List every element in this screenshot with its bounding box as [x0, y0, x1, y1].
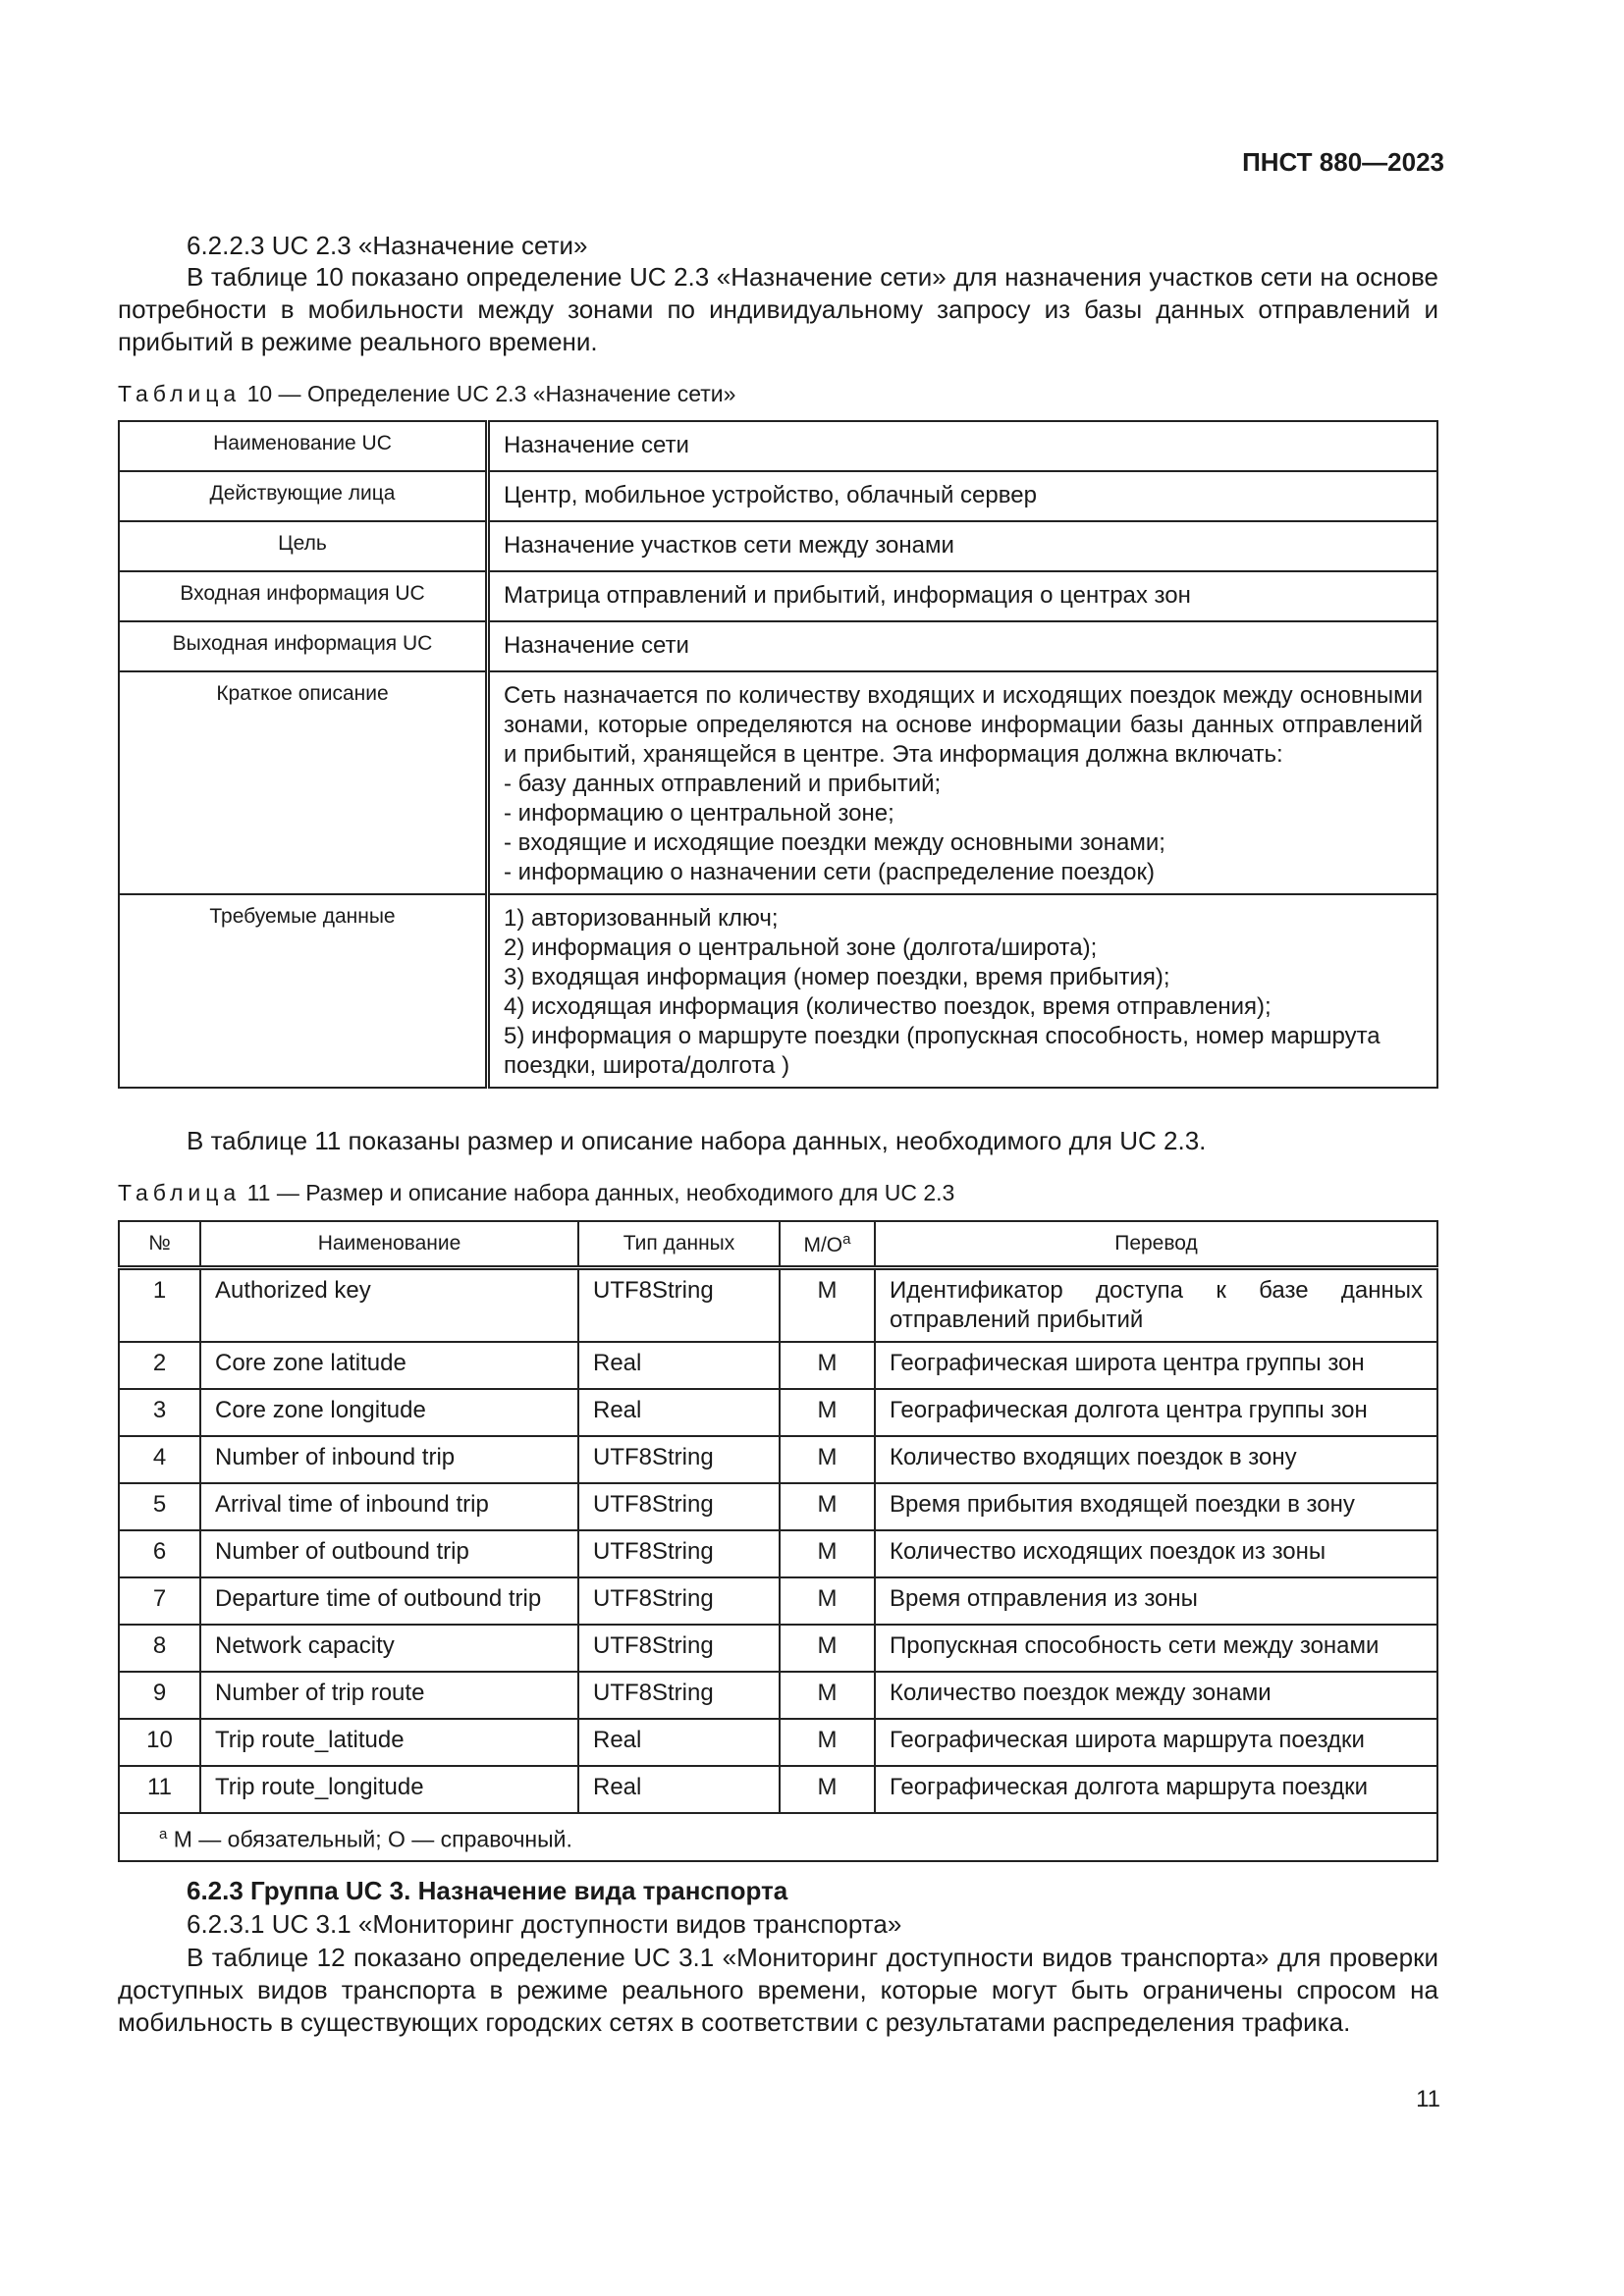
list-item: - информацию о назначении сети (распределение поездок)	[504, 859, 1155, 885]
table10-row-summary	[119, 671, 1437, 894]
column-header-name: Наименование	[200, 1221, 578, 1268]
table-row	[119, 1342, 1437, 1389]
row-mo: M	[780, 1389, 875, 1436]
table10-summary-list	[504, 770, 1423, 887]
row-num: 10	[119, 1719, 200, 1766]
row-translation: Географическая долгота маршрута поездки	[875, 1766, 1437, 1813]
table-row	[119, 1577, 1437, 1625]
row-type: UTF8String	[578, 1672, 780, 1719]
row-num: 7	[119, 1577, 200, 1625]
column-header-num: №	[119, 1221, 200, 1268]
row-translation: Количество поездок между зонами	[875, 1672, 1437, 1719]
row-mo: M	[780, 1719, 875, 1766]
table11-caption-prefix: Таблица	[118, 1180, 242, 1205]
row-mo: M	[780, 1530, 875, 1577]
list-item: - базу данных отправлений и прибытий;	[504, 771, 942, 797]
row-type: UTF8String	[578, 1436, 780, 1483]
list-item: - входящие и исходящие поездки между основными зонами;	[504, 829, 1165, 856]
table10-value: Назначение сети	[488, 421, 1438, 471]
section-heading-6-2-3: 6.2.3 Группа UC 3. Назначение вида транспорта	[187, 1876, 788, 1905]
table-row	[119, 1625, 1437, 1672]
table10-row	[119, 571, 1437, 621]
row-translation: Идентификатор доступа к базе данных отправлений прибытий	[875, 1268, 1437, 1343]
section-heading-6-2-2-3: 6.2.2.3 UC 2.3 «Назначение сети»	[187, 231, 588, 260]
row-name: Number of outbound trip	[200, 1530, 578, 1577]
table10-caption	[118, 381, 735, 407]
row-type: Real	[578, 1342, 780, 1389]
table10-row	[119, 521, 1437, 571]
table11	[118, 1220, 1438, 1862]
column-header-translation: Перевод	[875, 1221, 1437, 1268]
section-paragraph-table10-intro: В таблице 10 показано определение UC 2.3 «Назначение сети» для назначения участков сети на основе потребности в мобильности между зонами по индивидуальному запросу из базы данных отправлений и прибытий в режиме реального времени.	[118, 262, 1438, 356]
section-paragraph-table12-intro: В таблице 12 показано определение UC 3.1 «Мониторинг доступности видов транспорта» для проверки доступных видов транспорта в режиме реального времени, которые могут быть ограничены спросом на мобильность в существующих городских сетях в соответствии с результатами распределения трафика.	[118, 1943, 1438, 2037]
table-row	[119, 1719, 1437, 1766]
row-name: Core zone latitude	[200, 1342, 578, 1389]
row-translation: Количество входящих поездок в зону	[875, 1436, 1437, 1483]
table10-value: Матрица отправлений и прибытий, информация о центрах зон	[488, 571, 1438, 621]
table10-value: Назначение сети	[488, 621, 1438, 671]
row-translation: Географическая широта центра группы зон	[875, 1342, 1437, 1389]
list-item: 3) входящая информация (номер поездки, время прибытия);	[504, 964, 1170, 990]
column-header-type: Тип данных	[578, 1221, 780, 1268]
row-name: Core zone longitude	[200, 1389, 578, 1436]
row-num: 5	[119, 1483, 200, 1530]
row-name: Arrival time of inbound trip	[200, 1483, 578, 1530]
table10	[118, 420, 1438, 1089]
row-translation: Время прибытия входящей поездки в зону	[875, 1483, 1437, 1530]
table10-summary-text: Сеть назначается по количеству входящих и исходящих поездок между основными зонами, которые определяются на основе информации базы данных отправлений и прибытий, хранящейся в центре. Эта информация должна включать:	[504, 682, 1423, 768]
table10-label: Наименование UC	[119, 421, 488, 471]
row-mo: M	[780, 1436, 875, 1483]
row-translation: Географическая широта маршрута поездки	[875, 1719, 1437, 1766]
table-row	[119, 1268, 1437, 1343]
list-item: 5) информация о маршруте поездки (пропускная способность, номер маршрута поездки, широта/долгота )	[504, 1023, 1380, 1079]
row-mo: M	[780, 1766, 875, 1813]
table10-row	[119, 471, 1437, 521]
list-item: 1) авторизованный ключ;	[504, 905, 779, 932]
table11-caption	[118, 1180, 954, 1206]
row-type: UTF8String	[578, 1483, 780, 1530]
row-mo: M	[780, 1672, 875, 1719]
row-name: Number of inbound trip	[200, 1436, 578, 1483]
row-num: 9	[119, 1672, 200, 1719]
row-name: Trip route_longitude	[200, 1766, 578, 1813]
table-row	[119, 1530, 1437, 1577]
row-mo: M	[780, 1625, 875, 1672]
table-row	[119, 1436, 1437, 1483]
table10-required-list	[504, 904, 1423, 1081]
row-mo: M	[780, 1342, 875, 1389]
row-mo: M	[780, 1268, 875, 1343]
table-row	[119, 1389, 1437, 1436]
table10-required-cell	[488, 894, 1438, 1088]
row-type: UTF8String	[578, 1577, 780, 1625]
row-type: UTF8String	[578, 1625, 780, 1672]
table10-value: Назначение участков сети между зонами	[488, 521, 1438, 571]
row-type: Real	[578, 1389, 780, 1436]
row-name: Network capacity	[200, 1625, 578, 1672]
row-num: 3	[119, 1389, 200, 1436]
row-num: 11	[119, 1766, 200, 1813]
table10-caption-prefix: Таблица	[118, 381, 242, 406]
table10-caption-text: 10 — Определение UC 2.3 «Назначение сети»	[246, 381, 736, 406]
row-type: Real	[578, 1719, 780, 1766]
table-row	[119, 1672, 1437, 1719]
row-num: 6	[119, 1530, 200, 1577]
table-row	[119, 1483, 1437, 1530]
table10-row	[119, 421, 1437, 471]
row-translation: Пропускная способность сети между зонами	[875, 1625, 1437, 1672]
table10-label: Действующие лица	[119, 471, 488, 521]
list-item: - информацию о центральной зоне;	[504, 800, 894, 827]
table10-row	[119, 621, 1437, 671]
footnote-text: M — обязательный; O — справочный.	[173, 1826, 572, 1852]
table10-label: Требуемые данные	[119, 894, 488, 1088]
row-num: 8	[119, 1625, 200, 1672]
footnote-mark: a	[159, 1826, 168, 1842]
document-code: ПНСТ 880—2023	[1242, 147, 1444, 177]
table10-summary-cell	[488, 671, 1438, 894]
row-num: 4	[119, 1436, 200, 1483]
table10-label: Краткое описание	[119, 671, 488, 894]
table11-footnote	[119, 1813, 1437, 1861]
row-num: 2	[119, 1342, 200, 1389]
list-item: 4) исходящая информация (количество поездок, время отправления);	[504, 993, 1272, 1020]
row-mo: M	[780, 1483, 875, 1530]
table10-value: Центр, мобильное устройство, облачный сервер	[488, 471, 1438, 521]
row-mo: M	[780, 1577, 875, 1625]
row-name: Departure time of outbound trip	[200, 1577, 578, 1625]
row-name: Trip route_latitude	[200, 1719, 578, 1766]
row-name: Authorized key	[200, 1268, 578, 1343]
row-type: UTF8String	[578, 1530, 780, 1577]
row-translation: Географическая долгота центра группы зон	[875, 1389, 1437, 1436]
table10-label: Входная информация UC	[119, 571, 488, 621]
column-header-mo: $M/O^a$	[780, 1221, 875, 1268]
list-item: 2) информация о центральной зоне (долгота/широта);	[504, 934, 1098, 961]
row-type: UTF8String	[578, 1268, 780, 1343]
table10-label: Цель	[119, 521, 488, 571]
table11-caption-text: 11 — Размер и описание набора данных, необходимого для UC 2.3	[246, 1180, 955, 1205]
paragraph-table11-intro: В таблице 11 показаны размер и описание набора данных, необходимого для UC 2.3.	[187, 1126, 1207, 1155]
table11-footnote-row	[119, 1813, 1437, 1861]
row-type: Real	[578, 1766, 780, 1813]
row-translation: Время отправления из зоны	[875, 1577, 1437, 1625]
section-subheading-6-2-3-1: 6.2.3.1 UC 3.1 «Мониторинг доступности видов транспорта»	[187, 1909, 902, 1939]
table11-header-row	[119, 1221, 1437, 1268]
page-number: 11	[1416, 2086, 1440, 2112]
table10-row-required	[119, 894, 1437, 1088]
row-translation: Количество исходящих поездок из зоны	[875, 1530, 1437, 1577]
table-row	[119, 1766, 1437, 1813]
row-name: Number of trip route	[200, 1672, 578, 1719]
table10-label: Выходная информация UC	[119, 621, 488, 671]
row-num: 1	[119, 1268, 200, 1343]
